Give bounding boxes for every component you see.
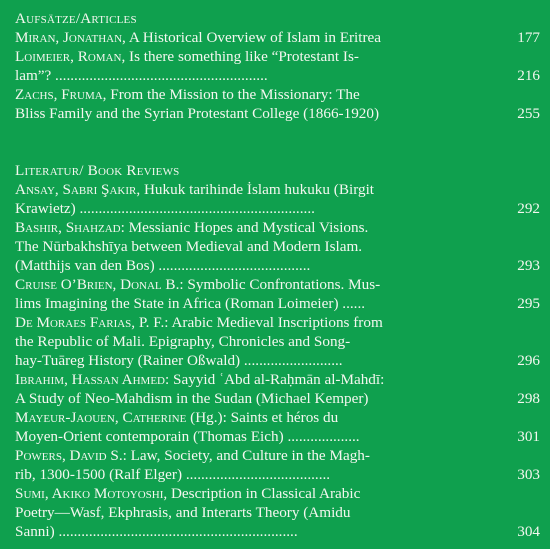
- toc-entry: [15, 484, 540, 541]
- entry-line: [15, 408, 496, 427]
- entry-line: [15, 427, 496, 446]
- reviews-section: [15, 161, 540, 541]
- entry-line: [15, 275, 496, 294]
- toc-entry: [15, 180, 540, 218]
- entry-line: [15, 370, 496, 389]
- entry-author: Powers, David S.:: [15, 447, 127, 464]
- toc-entry: [15, 313, 540, 370]
- entry-author: Miran, Jonathan,: [15, 29, 126, 46]
- entry-title-fragment: lims Imagining the State in Africa (Roman Loimeier) ......: [15, 295, 366, 312]
- page-number: 292: [517, 200, 540, 217]
- toc-entry: [15, 446, 540, 484]
- toc-entry: [15, 28, 540, 47]
- entry-author: De Moraes Farias, P. F.:: [15, 314, 169, 331]
- entry-title-fragment: (Matthijs van den Bos) ........................................: [15, 257, 311, 274]
- page-number: 301: [517, 428, 540, 445]
- entry-line: [15, 28, 496, 47]
- reviews-list: [15, 180, 540, 541]
- entry-title-fragment: Krawietz) ..............................................................: [15, 200, 315, 217]
- articles-section: [15, 9, 540, 123]
- entry-title-fragment: Sayyid ʿAbd al-Raḥmān al-Mahdī:: [173, 371, 385, 388]
- entry-title-fragment: The Nūrbakhshīya between Medieval and Modern Islam.: [15, 238, 363, 255]
- page-number: 303: [517, 466, 540, 483]
- entry-title-fragment: the Republic of Mali. Epigraphy, Chronicles and Song-: [15, 333, 351, 350]
- section-heading-reviews: Literatur/ Book Reviews: [15, 162, 180, 179]
- entry-title-fragment: Description in Classical Arabic: [170, 485, 361, 502]
- entry-author: Zachs, Fruma,: [15, 86, 107, 103]
- toc-entry: [15, 218, 540, 275]
- page-number: 304: [517, 523, 540, 540]
- entry-line: [15, 66, 496, 85]
- entry-text: [15, 275, 496, 313]
- entry-text: [15, 484, 496, 541]
- toc-entry: [15, 370, 540, 408]
- entry-line: [15, 180, 496, 199]
- page-number: 295: [517, 295, 540, 312]
- entry-text: [15, 47, 496, 85]
- entry-line: [15, 465, 496, 484]
- entry-text: [15, 313, 496, 370]
- entry-line: [15, 85, 496, 104]
- page-number: 296: [517, 352, 540, 369]
- entry-text: [15, 446, 496, 484]
- entry-title-fragment: Poetry—Wasf, Ekphrasis, and Interarts Theory (Amidu: [15, 504, 351, 521]
- entry-line: [15, 389, 496, 408]
- entry-line: [15, 47, 496, 66]
- entry-line: [15, 313, 496, 332]
- page-number: 216: [517, 67, 540, 84]
- entry-author: Mayeur-Jaouen, Catherine: [15, 409, 187, 426]
- entry-text: [15, 218, 496, 275]
- page-number: 177: [517, 29, 540, 46]
- entry-text: [15, 370, 496, 408]
- page-number: 293: [517, 257, 540, 274]
- entry-author: Ansay, Sabri Şakir,: [15, 181, 141, 198]
- entry-line: [15, 351, 496, 370]
- entry-line: [15, 484, 496, 503]
- entry-line: [15, 332, 496, 351]
- toc-entry: [15, 408, 540, 446]
- entry-title-fragment: From the Mission to the Missionary: The: [110, 86, 360, 103]
- entry-line: [15, 256, 496, 275]
- entry-title-fragment: rib, 1300-1500 (Ralf Elger) ......................................: [15, 466, 331, 483]
- entry-title-fragment: Sanni) ...............................................................: [15, 523, 298, 540]
- entry-title-fragment: Messianic Hopes and Mystical Visions.: [128, 219, 369, 236]
- entry-text: [15, 28, 496, 47]
- entry-line: [15, 446, 496, 465]
- toc-entry: [15, 275, 540, 313]
- entry-author: Ibrahim, Hassan Ahmed:: [15, 371, 170, 388]
- page-number: 255: [517, 105, 540, 122]
- entry-title-fragment: hay-Tuāreg History (Rainer Oßwald) ..........................: [15, 352, 343, 369]
- entry-title-fragment: Is there something like “Protestant Is-: [129, 48, 359, 65]
- entry-title-fragment: (Hg.): Saints et héros du: [190, 409, 339, 426]
- section-heading-articles: Aufsätze/Articles: [15, 10, 137, 27]
- entry-line: [15, 294, 496, 313]
- toc-entry: [15, 47, 540, 85]
- entry-line: [15, 104, 496, 123]
- toc-entry: [15, 85, 540, 123]
- entry-title-fragment: A Historical Overview of Islam in Eritrea: [128, 29, 382, 46]
- entry-title-fragment: lam”? ........................................................: [15, 67, 268, 84]
- entry-line: [15, 522, 496, 541]
- articles-list: [15, 28, 540, 123]
- entry-title-fragment: Arabic Medieval Inscriptions from: [171, 314, 383, 331]
- entry-title-fragment: Symbolic Confrontations. Mus-: [187, 276, 381, 293]
- page-number: 298: [517, 390, 540, 407]
- entry-title-fragment: Moyen-Orient contemporain (Thomas Eich) ...................: [15, 428, 360, 445]
- entry-text: [15, 85, 496, 123]
- entry-line: [15, 218, 496, 237]
- entry-text: [15, 408, 496, 446]
- entry-title-fragment: Bliss Family and the Syrian Protestant College (1866-1920): [15, 105, 380, 122]
- entry-author: Loimeier, Roman,: [15, 48, 126, 65]
- entry-title-fragment: Law, Society, and Culture in the Magh-: [130, 447, 370, 464]
- entry-author: Bashir, Shahzad:: [15, 219, 125, 236]
- entry-line: [15, 503, 496, 522]
- entry-text: [15, 180, 496, 218]
- entry-line: [15, 237, 496, 256]
- entry-title-fragment: A Study of Neo-Mahdism in the Sudan (Michael Kemper): [15, 390, 369, 407]
- entry-author: Cruise O’Brien, Donal B.:: [15, 276, 184, 293]
- entry-author: Sumi, Akiko Motoyoshi,: [15, 485, 168, 502]
- entry-line: [15, 199, 496, 218]
- entry-title-fragment: Hukuk tarihinde İslam hukuku (Birgit: [143, 181, 375, 198]
